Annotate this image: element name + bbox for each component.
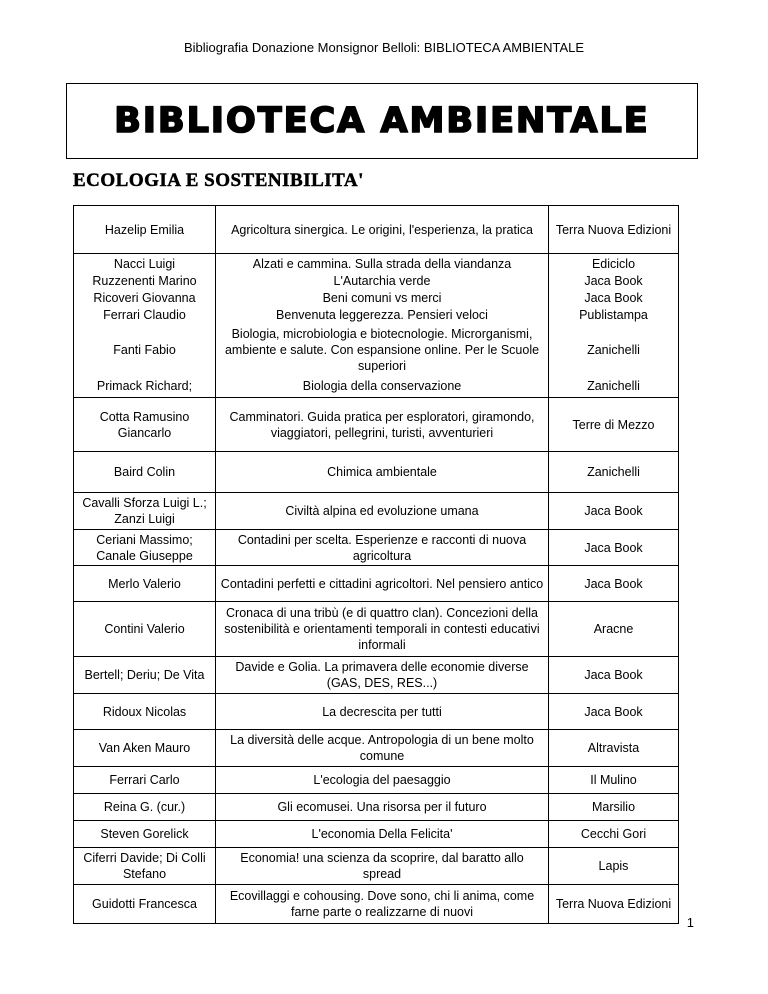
publisher-cell: Jaca Book: [549, 694, 679, 730]
title-cell: Contadini per scelta. Esperienze e racconti di nuova agricoltura: [216, 530, 549, 566]
table-row: [74, 530, 679, 566]
publisher-cell: Aracne: [549, 602, 679, 657]
author-cell: Ferrari Carlo: [74, 767, 216, 794]
publisher-line: Jaca Book: [584, 274, 643, 288]
author-cell: Reina G. (cur.): [74, 794, 216, 821]
publisher-cell: Altravista: [549, 730, 679, 767]
author-cell: Contini Valerio: [74, 602, 216, 657]
author-cell: [74, 254, 216, 398]
author-cell: Van Aken Mauro: [74, 730, 216, 767]
publisher-line: Zanichelli: [587, 342, 640, 357]
author-line: Ferrari Claudio: [103, 308, 186, 322]
table-row-group: [74, 254, 679, 398]
author-cell: Ciferri Davide; Di Colli Stefano: [74, 848, 216, 885]
section-title: ECOLOGIA E SOSTENIBILITA': [73, 170, 364, 191]
author-line: Fanti Fabio: [113, 342, 176, 357]
author-cell: Hazelip Emilia: [74, 206, 216, 254]
title-cell: La decrescita per tutti: [216, 694, 549, 730]
table-row: [74, 885, 679, 924]
publisher-cell: Jaca Book: [549, 566, 679, 602]
title-line: Benvenuta leggerezza. Pensieri veloci: [276, 308, 488, 322]
publisher-cell: Cecchi Gori: [549, 821, 679, 848]
table-row: [74, 657, 679, 694]
publisher-cell: Jaca Book: [549, 530, 679, 566]
publisher-line: Ediciclo: [591, 257, 636, 271]
table-row: [74, 398, 679, 452]
table-row: [74, 767, 679, 794]
table-row: [74, 206, 679, 254]
author-cell: Ceriani Massimo; Canale Giuseppe: [74, 530, 216, 566]
publisher-line: Publistampa: [579, 308, 648, 322]
author-cell: Cavalli Sforza Luigi L.; Zanzi Luigi: [74, 493, 216, 530]
table-row: [74, 602, 679, 657]
page-number: 1: [686, 915, 694, 930]
title-line: Biologia della conservazione: [302, 378, 462, 393]
author-line: Nacci Luigi: [113, 257, 176, 271]
table-row: [74, 493, 679, 530]
table-row: [74, 694, 679, 730]
author-cell: Steven Gorelick: [74, 821, 216, 848]
title-cell: Ecovillaggi e cohousing. Dove sono, chi li anima, come farne parte o realizzarne di nuovi: [216, 885, 549, 924]
publisher-cell: Lapis: [549, 848, 679, 885]
author-cell: Guidotti Francesca: [74, 885, 216, 924]
author-cell: Cotta Ramusino Giancarlo: [74, 398, 216, 452]
author-cell: Merlo Valerio: [74, 566, 216, 602]
title-line: Biologia, microbiologia e biotecnologie. Microrganismi, ambiente e salute. Con espansione online. Per le Scuole superiori: [224, 326, 540, 373]
author-line: Primack Richard;: [96, 378, 193, 393]
title-cell: L'ecologia del paesaggio: [216, 767, 549, 794]
publisher-line: Zanichelli: [587, 378, 640, 393]
publisher-cell: [549, 254, 679, 398]
title-cell: La diversità delle acque. Antropologia di un bene molto comune: [216, 730, 549, 767]
document-title: BIBLIOTECA AMBIENTALE: [114, 101, 650, 141]
publisher-cell: Zanichelli: [549, 452, 679, 493]
publisher-cell: Terra Nuova Edizioni: [549, 206, 679, 254]
title-line: L'Autarchia verde: [333, 274, 431, 288]
title-line: Beni comuni vs merci: [322, 291, 442, 305]
publisher-cell: Jaca Book: [549, 657, 679, 694]
running-header: Bibliografia Donazione Monsignor Belloli: BIBLIOTECA AMBIENTALE: [183, 40, 585, 55]
author-cell: Bertell; Deriu; De Vita: [74, 657, 216, 694]
author-cell: Ridoux Nicolas: [74, 694, 216, 730]
author-cell: Baird Colin: [74, 452, 216, 493]
author-line: Ruzzenenti Marino: [92, 274, 197, 288]
publisher-line: Jaca Book: [584, 291, 643, 305]
table-row: [74, 848, 679, 885]
title-line: Alzati e cammina. Sulla strada della viandanza: [252, 257, 512, 271]
author-line: Ricoveri Giovanna: [93, 291, 196, 305]
publisher-cell: Jaca Book: [549, 493, 679, 530]
table-row: [74, 566, 679, 602]
title-cell: Camminatori. Guida pratica per esploratori, giramondo, viaggiatori, pellegrini, turisti, avventurieri: [216, 398, 549, 452]
table-row: [74, 821, 679, 848]
table-row: [74, 730, 679, 767]
publisher-cell: Marsilio: [549, 794, 679, 821]
title-cell: Cronaca di una tribù (e di quattro clan). Concezioni della sostenibilità e orientamenti temporali in contesti educativi informali: [216, 602, 549, 657]
title-cell: Agricoltura sinergica. Le origini, l'esperienza, la pratica: [216, 206, 549, 254]
publisher-cell: Terra Nuova Edizioni: [549, 885, 679, 924]
title-cell: Economia! una scienza da scoprire, dal baratto allo spread: [216, 848, 549, 885]
table-row: [74, 794, 679, 821]
title-cell: [216, 254, 549, 398]
title-cell: Davide e Golia. La primavera delle economie diverse (GAS, DES, RES...): [216, 657, 549, 694]
publisher-cell: Terre di Mezzo: [549, 398, 679, 452]
title-cell: L'economia Della Felicita': [216, 821, 549, 848]
bibliography-table: [73, 205, 679, 924]
title-cell: Civiltà alpina ed evoluzione umana: [216, 493, 549, 530]
title-box: [66, 83, 698, 159]
publisher-cell: Il Mulino: [549, 767, 679, 794]
title-cell: Contadini perfetti e cittadini agricoltori. Nel pensiero antico: [216, 566, 549, 602]
table-row: [74, 452, 679, 493]
title-cell: Chimica ambientale: [216, 452, 549, 493]
title-cell: Gli ecomusei. Una risorsa per il futuro: [216, 794, 549, 821]
